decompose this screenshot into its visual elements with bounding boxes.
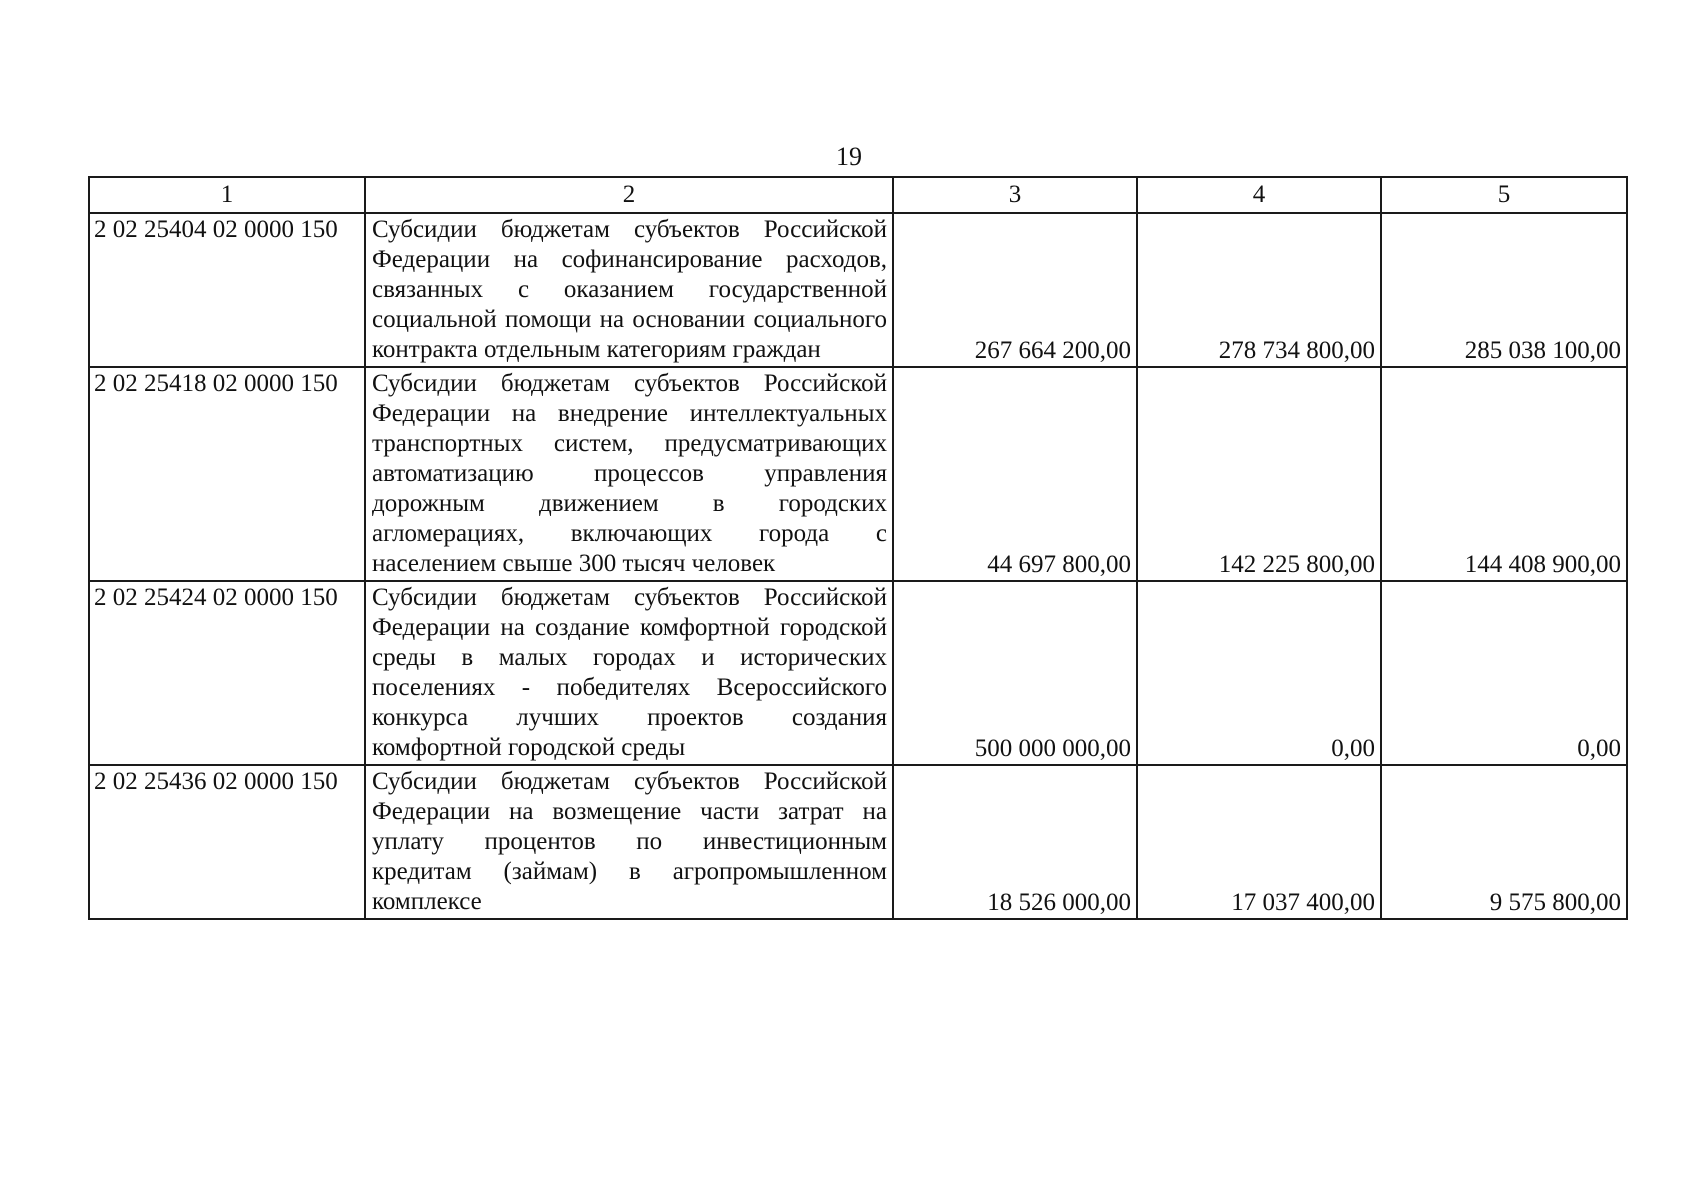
description-cell: Субсидии бюджетам субъектов Российской Федерации на внедрение интеллектуальных транспортных систем, предусматривающих автоматизацию процессов управления дорожным движением в городских агломерациях, включающих города с населением свыше 300 тысяч человек	[365, 367, 893, 581]
budget-code-cell: 2 02 25436 02 0000 150	[89, 765, 365, 919]
amount-col3-cell: 18 526 000,00	[893, 765, 1137, 919]
amount-col4-cell: 0,00	[1137, 581, 1381, 765]
column-header-4: 4	[1137, 177, 1381, 213]
amount-col5-cell: 285 038 100,00	[1381, 213, 1627, 367]
table-row	[89, 213, 1627, 367]
description-cell: Субсидии бюджетам субъектов Российской Федерации на возмещение части затрат на уплату процентов по инвестиционным кредитам (займам) в агропромышленном комплексе	[365, 765, 893, 919]
amount-col5-cell: 0,00	[1381, 581, 1627, 765]
description-cell: Субсидии бюджетам субъектов Российской Федерации на софинансирование расходов, связанных с оказанием государственной социальной помощи на основании социального контракта отдельным категориям граждан	[365, 213, 893, 367]
table-row	[89, 765, 1627, 919]
budget-code-cell: 2 02 25418 02 0000 150	[89, 367, 365, 581]
budget-table	[88, 176, 1628, 920]
amount-col4-cell: 17 037 400,00	[1137, 765, 1381, 919]
amount-col3-cell: 44 697 800,00	[893, 367, 1137, 581]
amount-col3-cell: 267 664 200,00	[893, 213, 1137, 367]
budget-code-cell: 2 02 25424 02 0000 150	[89, 581, 365, 765]
amount-col5-cell: 144 408 900,00	[1381, 367, 1627, 581]
table-row	[89, 581, 1627, 765]
column-header-2: 2	[365, 177, 893, 213]
column-header-1: 1	[89, 177, 365, 213]
column-header-3: 3	[893, 177, 1137, 213]
amount-col4-cell: 278 734 800,00	[1137, 213, 1381, 367]
amount-col4-cell: 142 225 800,00	[1137, 367, 1381, 581]
amount-col5-cell: 9 575 800,00	[1381, 765, 1627, 919]
amount-col3-cell: 500 000 000,00	[893, 581, 1137, 765]
table-header-row	[89, 177, 1627, 213]
description-cell: Субсидии бюджетам субъектов Российской Федерации на создание комфортной городской среды в малых городах и исторических поселениях - победителях Всероссийского конкурса лучших проектов создания комфортной городской среды	[365, 581, 893, 765]
column-header-5: 5	[1381, 177, 1627, 213]
table-row	[89, 367, 1627, 581]
page-number: 19	[836, 142, 862, 171]
budget-code-cell: 2 02 25404 02 0000 150	[89, 213, 365, 367]
